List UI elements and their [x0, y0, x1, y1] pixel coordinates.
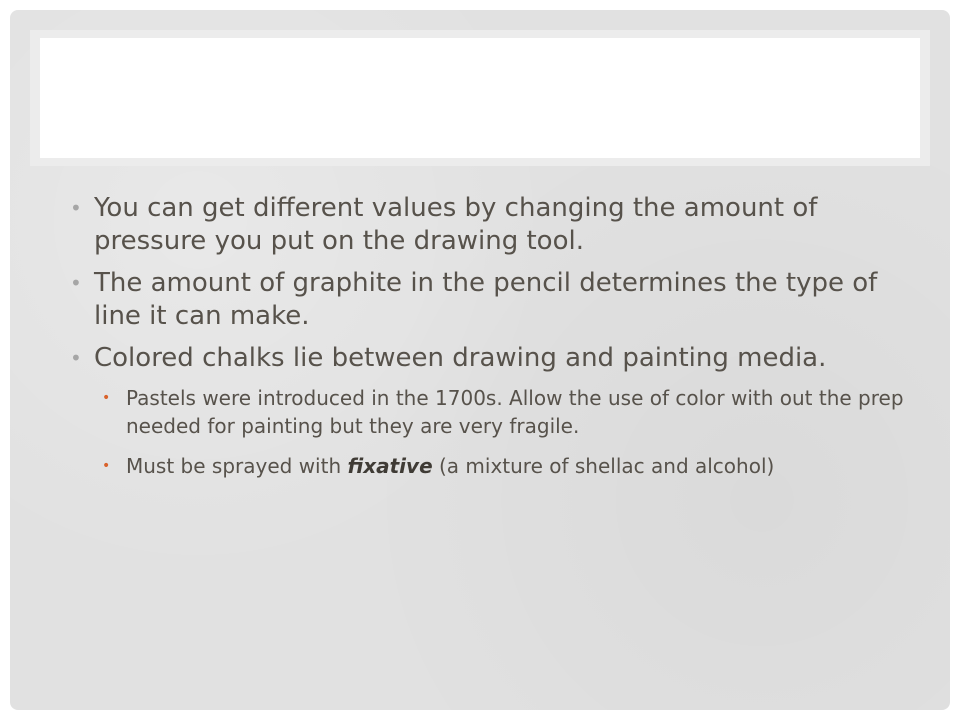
bullet-dot-icon: • — [70, 196, 82, 220]
bullet-dot-icon: • — [70, 346, 82, 370]
slide — [10, 10, 950, 710]
sub-bullet-item — [100, 452, 918, 480]
title-placeholder — [40, 38, 920, 158]
content-area — [68, 192, 918, 492]
sub-bullet-text-after: (a mixture of shellac and alcohol) — [432, 454, 775, 478]
bullet-item — [68, 267, 918, 333]
emphasis-fixative: fixative — [347, 454, 433, 478]
bullet-text: The amount of graphite in the pencil determines the type of line it can make. — [94, 268, 878, 331]
bullet-item — [68, 192, 918, 258]
bullet-text: Colored chalks lie between drawing and painting media. — [94, 343, 827, 373]
sub-bullet-dot-icon: • — [102, 458, 111, 474]
sub-bullet-item — [100, 384, 918, 440]
bullet-item — [68, 342, 918, 375]
bullet-text: You can get different values by changing the amount of pressure you put on the drawing tool. — [94, 193, 818, 256]
sub-bullet-text-before: Must be sprayed with — [126, 454, 348, 478]
sub-bullet-dot-icon: • — [102, 390, 111, 406]
title-frame — [30, 30, 930, 166]
sub-bullet-text: Pastels were introduced in the 1700s. Allow the use of color with out the prep needed for painting but they are very fragile. — [126, 386, 904, 438]
bullet-dot-icon: • — [70, 271, 82, 295]
